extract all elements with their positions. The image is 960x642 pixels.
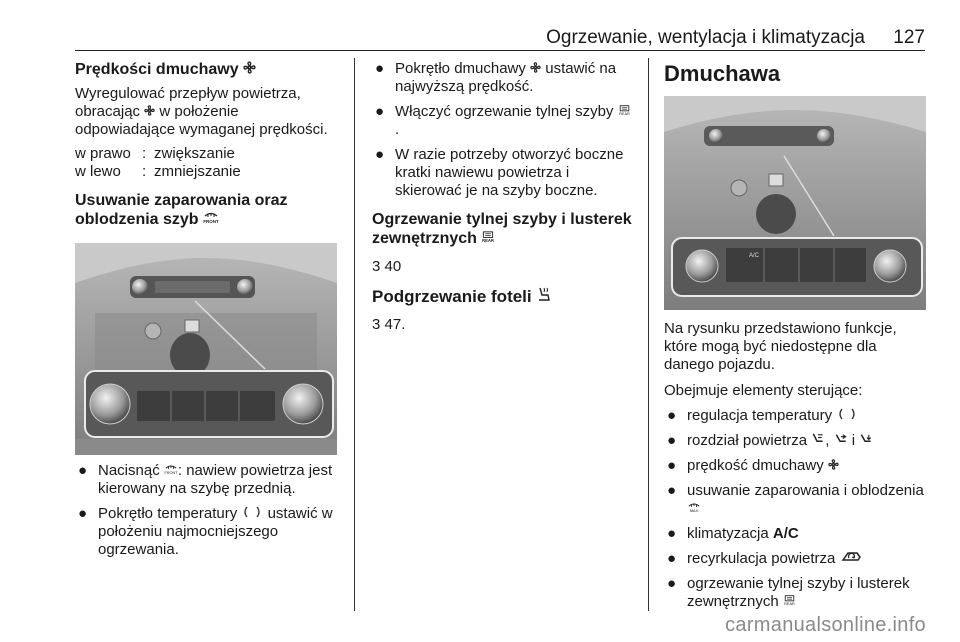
list-item: ● regulacja temperatury — [664, 407, 926, 425]
air-distribution-face-icon — [834, 432, 848, 445]
temperature-icon — [241, 506, 263, 518]
paragraph: Obejmuje elementy sterujące: — [664, 382, 863, 399]
svg-text:FRONT: FRONT — [164, 471, 178, 475]
list-item: ● W razie potrzeby otworzyć boczne kratki nawiewu powietrza i skierować je na szyby boczne. — [375, 146, 624, 199]
list-item: ● recyrkulacja powietrza — [664, 550, 926, 568]
rear-defrost-icon — [783, 594, 796, 606]
column-3 — [664, 60, 926, 611]
max-defrost-icon — [687, 501, 701, 513]
column-separator — [648, 58, 649, 611]
fan-icon — [828, 459, 839, 470]
heading-blower-speed: Prędkości dmuchawy — [75, 60, 337, 79]
kv-key: w lewo — [75, 163, 121, 180]
page-number: 127 — [893, 27, 925, 48]
list-item: ● ogrzewanie tylnej szyby i lusterek zewnętrznych REAR — [667, 575, 910, 610]
kv-value: zmniejszanie — [154, 163, 241, 180]
svg-text:REAR: REAR — [784, 602, 795, 606]
heading-rear-window-heat: Ogrzewanie tylnej szyby i lusterek zewnętrznych REAR — [372, 211, 632, 247]
watermark: carmanualsonline.info — [725, 614, 926, 636]
fan-icon — [243, 61, 256, 74]
front-defrost-icon — [203, 210, 219, 224]
ac-label: A/C — [772, 525, 799, 542]
page-title: Ogrzewanie, wentylacja i klimatyzacja — [546, 27, 865, 48]
kv-key: w prawo — [75, 145, 131, 162]
column-separator — [354, 58, 355, 611]
rear-defrost-icon — [481, 230, 495, 243]
control-panel-image — [664, 96, 926, 310]
svg-text:REAR: REAR — [482, 238, 495, 243]
controls-list — [664, 407, 926, 611]
control-panel-figure — [664, 96, 926, 310]
page-header — [75, 27, 925, 49]
column-2 — [372, 60, 634, 334]
paragraph: Na rysunku przedstawiono funkcje, które mogą być niedostępne dla danego pojazdu. — [664, 320, 897, 373]
list-item: ● Pokrętło dmuchawy ustawić na najwyższą prędkość. — [375, 60, 617, 95]
cross-reference[interactable]: 3 47. — [372, 316, 406, 333]
svg-text:A/C: A/C — [749, 253, 760, 259]
temperature-icon — [836, 408, 858, 420]
rear-defrost-icon — [618, 104, 631, 116]
kv-value: zwiększanie — [154, 145, 235, 162]
heading-blower: Dmuchawa — [664, 61, 781, 86]
kv-sep: : — [142, 145, 147, 162]
svg-text:REAR: REAR — [618, 112, 630, 116]
svg-text:FRONT: FRONT — [203, 219, 219, 224]
heading-defrost: Usuwanie zaparowania oraz oblodzenia szyb FRONT — [75, 192, 288, 228]
list-item: ● usuwanie zaparowania i oblodzenia MAX — [667, 482, 924, 513]
climate-panel-image — [75, 243, 337, 455]
air-distribution-windscreen-icon — [811, 432, 825, 445]
paragraph: Wyregulować przepływ powietrza, obracając w położenie odpowiadające wymaganej prędkości. — [75, 85, 328, 138]
list-item: ● prędkość dmuchawy — [664, 457, 926, 475]
defrost-steps — [75, 462, 337, 559]
heading-seat-heat: Podgrzewanie foteli — [372, 286, 634, 306]
front-defrost-icon — [164, 463, 178, 475]
header-rule — [75, 50, 925, 51]
cross-reference[interactable]: 3 40 — [372, 258, 402, 275]
seat-heat-icon — [536, 286, 552, 302]
list-item: ● rozdział powietrza , i — [664, 432, 926, 450]
direction-table — [75, 145, 337, 181]
climate-panel-figure — [75, 243, 337, 455]
column-1 — [75, 60, 337, 559]
air-distribution-feet-icon — [859, 432, 873, 445]
list-item: ● Włączyć ogrzewanie tylnej szyby REAR . — [375, 103, 630, 138]
list-item: ● Pokrętło temperatury ustawić w położeniu najmocniejszego ogrzewania. — [78, 505, 333, 558]
fan-icon — [530, 62, 541, 73]
recirculation-icon — [840, 551, 862, 563]
fan-icon — [144, 105, 155, 116]
kv-sep: : — [142, 163, 147, 180]
defrost-steps-cont — [372, 60, 634, 200]
list-item: ● klimatyzacja A/C — [667, 525, 799, 542]
svg-text:MAX: MAX — [689, 509, 699, 513]
list-item: ● Nacisnąć FRONT : nawiew powietrza jest kierowany na szybę przednią. — [78, 462, 333, 497]
